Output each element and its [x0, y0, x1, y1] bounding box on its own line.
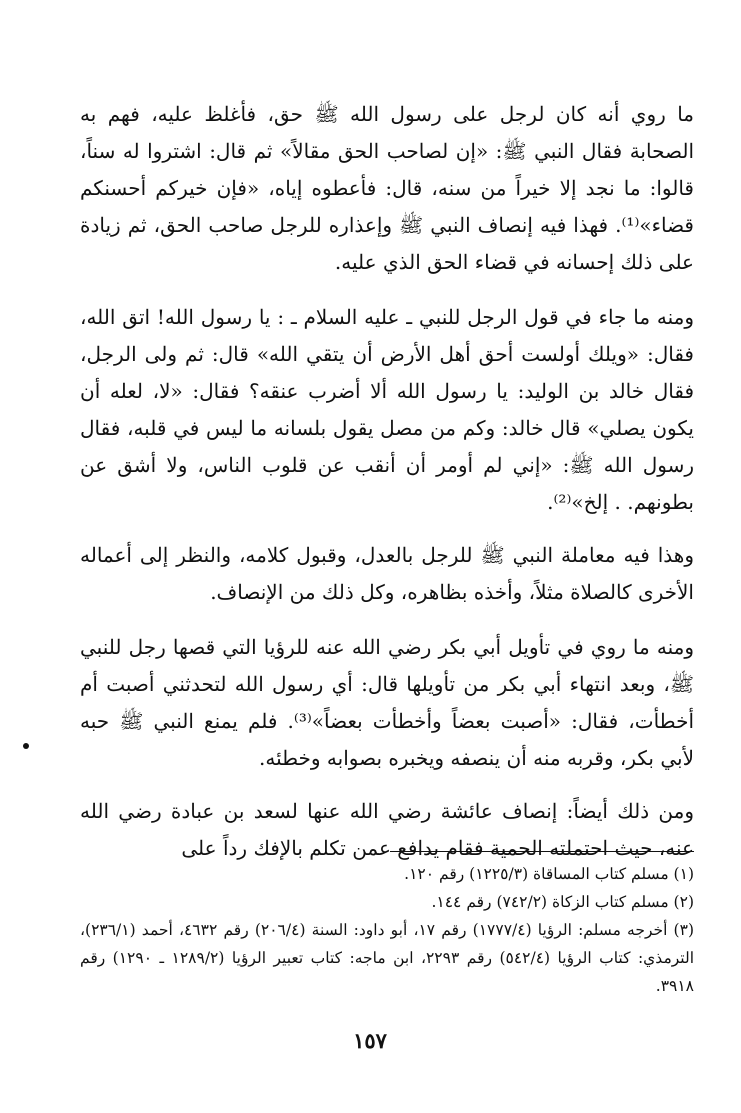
- paragraph-5: ومن ذلك أيضاً: إنصاف عائشة رضي الله عنها لسعد بن عبادة رضي الله عنه، حيث احتملته الحمية فقام يدافع عمن تكلم بالإفك رداً على: [80, 799, 694, 860]
- paragraph-4: ومنه ما روي في تأويل أبي بكر رضي الله عنه للرؤيا التي قصها رجل للنبي ﷺ، وبعد انتهاء أبي بكر من تأويلها قال: أي رسول الله لتحدثني أصبت أم أخطأت، فقال: «أصبت بعضاً وأخطأت بعضاً»⁽³⁾. فلم يمنع النبي ﷺ حبه لأبي بكر، وقربه منه أن ينصفه ويخبره بصوابه وخطئه.: [80, 635, 694, 770]
- paragraph-2: ومنه ما جاء في قول الرجل للنبي ـ عليه السلام ـ : يا رسول الله! اتق الله، فقال: «ويلك أولست أحق أهل الأرض أن يتقي الله» قال: ثم ولى الرجل، فقال خالد بن الوليد: يا رسول الله ألا أضرب عنقه؟ فقال: «لا، لعله أن يكون يصلي» قال خالد: وكم من مصل يقول بلسانه ما ليس في قلبه، فقال رسول الله ﷺ: «إني لم أومر أن أنقب عن قلوب الناس، ولا أشق عن بطونهم. . إلخ»⁽²⁾.: [80, 305, 695, 514]
- footnote-divider: [390, 851, 694, 852]
- footnote-3: (٣) أخرجه مسلم: الرؤيا (١٧٧٧/٤) رقم ١٧، أبو داود: السنة (٢٠٦/٤) رقم ٤٦٣٢، أحمد (٢٣٦/١)، الترمذي: كتاب الرؤيا (٥٤٢/٤) رقم ٢٢٩٣، ابن ماجه: كتاب تعبير الرؤيا (١٢٨٩/٢ ـ ١٢٩٠) رقم ٣٩١٨.: [80, 921, 695, 995]
- paragraph-3: وهذا فيه معاملة النبي ﷺ للرجل بالعدل، وقبول كلامه، والنظر إلى أعماله الأخرى كالصلاة مثلاً، وأخذه بظاهره، وكل ذلك من الإنصاف.: [80, 543, 695, 604]
- page-number: ١٥٧: [353, 1028, 387, 1053]
- margin-dot: [23, 743, 29, 749]
- paragraph-1: ما روي أنه كان لرجل على رسول الله ﷺ حق، فأغلظ عليه، فهم به الصحابة فقال النبي ﷺ: «إن لصاحب الحق مقالاً» ثم قال: اشتروا له سناً، قالوا: ما نجد إلا خيراً من سنه، قال: فأعطوه إياه، «فإن خيركم أحسنكم قضاء»⁽¹⁾. فهذا فيه إنصاف النبي ﷺ وإعذاره للرجل صاحب الحق، ثم زيادة على ذلك إحسانه في قضاء الحق الذي عليه.: [80, 102, 694, 274]
- footnote-2: (٢) مسلم كتاب الزكاة (٧٤٢/٢) رقم ١٤٤.: [431, 893, 694, 911]
- footnotes: [80, 860, 694, 1000]
- footnote-1: (١) مسلم كتاب المساقاة (١٢٢٥/٣) رقم ١٢٠.: [404, 865, 694, 883]
- main-text: [80, 96, 694, 867]
